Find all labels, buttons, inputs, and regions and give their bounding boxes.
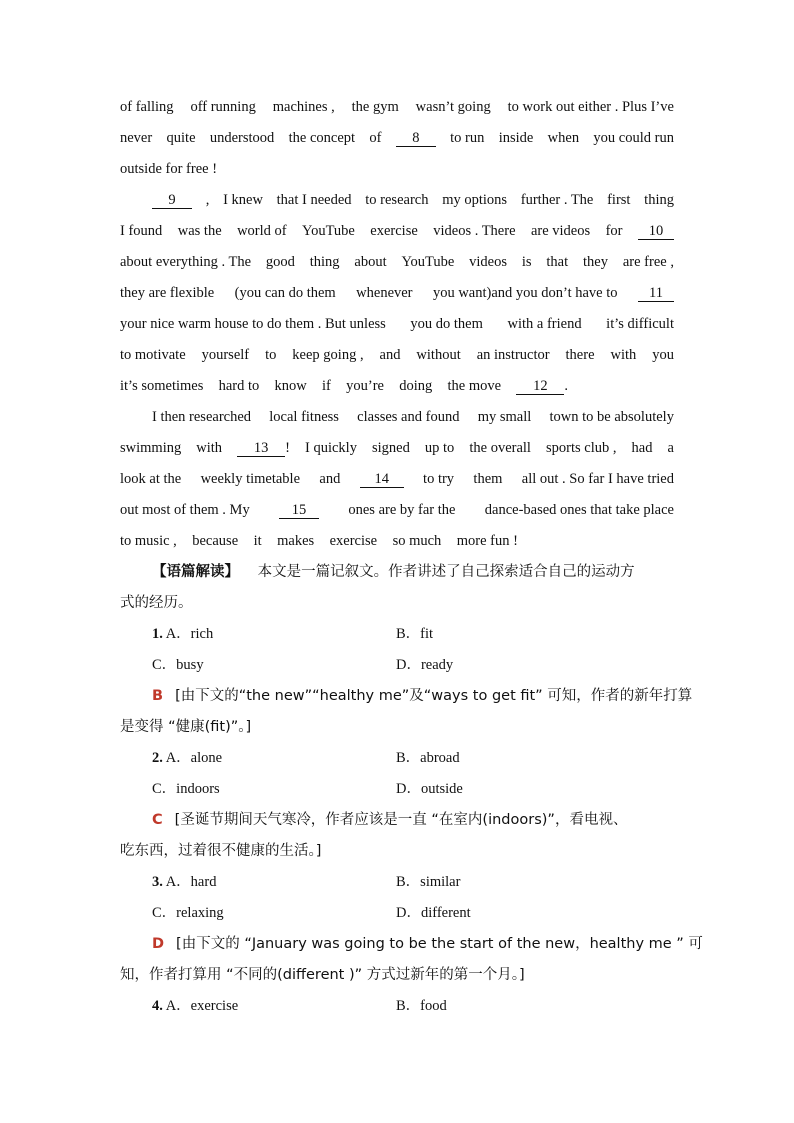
passage-word: all out . So far I have tried <box>521 471 674 487</box>
option: B．fit <box>396 626 434 642</box>
passage-word: I knew <box>223 192 263 208</box>
document-page <box>120 92 703 1022</box>
passage-word: good <box>265 254 295 270</box>
passage-word: an instructor <box>476 347 550 363</box>
analysis-text: 本文是一篇记叙文。作者讲述了自己探索适合自己的运动方 <box>257 564 635 580</box>
explanation-text: [由下文的“the new”“healthy me”及“ways to get fit” 可知，作者的新年打算 <box>175 688 693 704</box>
passage-line <box>120 433 674 464</box>
passage-word: hard to <box>218 378 260 394</box>
passage-word: if <box>322 378 331 394</box>
passage-word: with <box>610 347 637 363</box>
passage-word: of <box>369 130 382 146</box>
passage-word: ones are by far the <box>348 502 456 518</box>
passage-word: your nice warm house to do them . But unless <box>120 316 386 332</box>
passage-word: know <box>274 378 307 394</box>
passage-word: sports club , <box>546 440 617 456</box>
passage-word: them <box>473 471 503 487</box>
cloze-blank-15[interactable]: 15 <box>279 502 319 519</box>
option: D．different <box>396 905 471 921</box>
passage-word: exercise <box>329 533 378 549</box>
passage-word <box>396 123 436 154</box>
passage-word: wasn’t going <box>415 99 491 115</box>
option: A．rich <box>165 626 214 642</box>
passage-line <box>120 495 674 526</box>
question-options <box>120 991 674 1022</box>
passage-word: dance-based ones that take place <box>484 502 674 518</box>
option: C．relaxing <box>152 905 224 921</box>
passage-line <box>120 340 674 371</box>
passage-word: are videos <box>530 223 591 239</box>
passage-word: videos . There <box>433 223 516 239</box>
passage-word: I found <box>120 223 163 239</box>
explanation-text: 是变得 “健康(fit)”。] <box>120 719 252 735</box>
passage-word: the gym <box>351 99 399 115</box>
passage-word: the concept <box>288 130 356 146</box>
passage-word: out most of them . My <box>120 502 250 518</box>
passage-word: keep going , <box>292 347 364 363</box>
option: B．similar <box>396 874 461 890</box>
passage-word: was the <box>177 223 222 239</box>
passage-word: the move <box>447 378 502 394</box>
passage-word: town to be absolutely <box>549 409 674 425</box>
passage-word: local fitness <box>269 409 339 425</box>
passage-word: my options <box>442 192 508 208</box>
cloze-blank-11[interactable]: 11 <box>638 285 674 302</box>
analysis-line <box>120 588 674 619</box>
option: A．alone <box>165 750 223 766</box>
question-options <box>120 867 674 898</box>
passage-line <box>120 216 674 247</box>
passage-word: it’s difficult <box>606 316 674 332</box>
cloze-blank-12[interactable]: 12 <box>516 378 564 395</box>
passage-word: makes <box>277 533 315 549</box>
passage-word: look at the <box>120 471 182 487</box>
passage-word: up to <box>424 440 455 456</box>
passage-word: world of <box>237 223 287 239</box>
passage-word: had <box>631 440 653 456</box>
passage-word: my small <box>477 409 532 425</box>
passage-word: you’re <box>346 378 384 394</box>
passage-line <box>120 123 674 154</box>
passage-word: outside for free ! <box>120 161 218 177</box>
passage-word: are free , <box>622 254 674 270</box>
answer-explanation <box>120 681 693 712</box>
passage-word: you <box>652 347 674 363</box>
passage-word: the overall <box>469 440 531 456</box>
passage-word: so much <box>392 533 442 549</box>
passage-word: to try <box>423 471 455 487</box>
passage-line <box>120 526 518 557</box>
passage-word: because <box>192 533 239 549</box>
passage-word: to motivate <box>120 347 186 363</box>
answer-letter: D <box>152 936 165 952</box>
passage-line <box>120 309 674 340</box>
passage-word: doing <box>399 378 433 394</box>
answer-letter: B <box>152 688 164 704</box>
passage-word: to music , <box>120 533 177 549</box>
passage-word: weekly timetable <box>200 471 301 487</box>
passage-word: swimming <box>120 440 182 456</box>
question-options <box>120 650 674 681</box>
passage-word: never <box>120 130 153 146</box>
passage-word: of falling <box>120 99 174 115</box>
passage-line <box>120 92 674 123</box>
passage-word: quite <box>166 130 196 146</box>
answer-explanation <box>120 836 674 867</box>
passage-word <box>360 464 404 495</box>
passage-word: further . The <box>520 192 594 208</box>
passage-word: understood <box>209 130 275 146</box>
answer-explanation <box>120 805 674 836</box>
passage-word: first <box>607 192 631 208</box>
option: B．food <box>396 998 447 1014</box>
answer-letter: C <box>152 812 163 828</box>
question-options <box>120 898 674 929</box>
passage-line <box>120 402 674 433</box>
passage-word: it <box>253 533 262 549</box>
explanation-text: 吃东西，过着很不健康的生活。] <box>120 843 322 859</box>
passage-word: 13 ! <box>237 433 290 464</box>
option: D．outside <box>396 781 463 797</box>
passage-word: with <box>196 440 223 456</box>
passage-word: and <box>319 471 341 487</box>
passage-word: there <box>565 347 595 363</box>
passage-word: you do them <box>410 316 483 332</box>
passage-word: 12 . <box>516 371 568 402</box>
passage-word: about <box>354 254 387 270</box>
passage-word: you could run <box>593 130 674 146</box>
option: C．busy <box>152 657 204 673</box>
passage-word <box>638 216 674 247</box>
passage-word: exercise <box>370 223 418 239</box>
passage-word: I quickly <box>305 440 357 456</box>
passage-word: to <box>265 347 277 363</box>
option: B．abroad <box>396 750 460 766</box>
passage-word: classes and found <box>357 409 460 425</box>
passage-word: is <box>521 254 532 270</box>
passage-line <box>120 185 674 216</box>
cloze-blank-9[interactable]: 9 <box>152 192 192 209</box>
answer-explanation <box>120 929 703 960</box>
passage-word: to research <box>365 192 429 208</box>
explanation-text: [由下文的 “January was going to be the start of the new，healthy me ” 可 <box>176 936 703 952</box>
cloze-blank-14[interactable]: 14 <box>360 471 404 488</box>
passage-word: thing <box>644 192 674 208</box>
analysis-tag: 【语篇解读】 <box>152 564 239 580</box>
analysis-text: 式的经历。 <box>120 595 193 611</box>
passage-word: yourself <box>201 347 250 363</box>
passage-word: YouTube <box>302 223 355 239</box>
cloze-blank-10[interactable]: 10 <box>638 223 674 240</box>
question-options <box>120 619 674 650</box>
passage-word: that <box>546 254 569 270</box>
passage-word: YouTube <box>401 254 455 270</box>
passage-word: without <box>416 347 461 363</box>
passage-word: machines , <box>272 99 335 115</box>
passage-line <box>120 464 674 495</box>
passage-word: to work out either . Plus I’ve <box>507 99 674 115</box>
passage-word <box>638 278 674 309</box>
passage-word: for <box>605 223 623 239</box>
passage-word: more fun ! <box>456 533 518 549</box>
passage-word: you want)and you don’t have to <box>432 285 618 301</box>
option: D．ready <box>396 657 454 673</box>
passage-word: whenever <box>356 285 413 301</box>
passage-word: about everything . The <box>120 254 252 270</box>
passage-word: that I needed <box>276 192 352 208</box>
question-number: 1. <box>152 626 163 642</box>
cloze-blank-13[interactable]: 13 <box>237 440 285 457</box>
passage-word: and <box>379 347 401 363</box>
question-options <box>120 743 674 774</box>
passage-word: (you can do them <box>234 285 336 301</box>
passage-word: off running <box>190 99 256 115</box>
cloze-blank-8[interactable]: 8 <box>396 130 436 147</box>
option: C．indoors <box>152 781 220 797</box>
passage-word: when <box>547 130 580 146</box>
analysis-line <box>120 557 674 588</box>
passage-word <box>152 185 192 216</box>
passage-word: they are flexible <box>120 285 215 301</box>
passage-word: videos <box>469 254 508 270</box>
passage-line <box>120 154 674 185</box>
question-options <box>120 774 674 805</box>
option: A．hard <box>165 874 217 890</box>
question-number: 3. <box>152 874 163 890</box>
explanation-text: 知，作者打算用 “不同的(different )” 方式过新年的第一个月。] <box>120 967 525 983</box>
question-number: 2. <box>152 750 163 766</box>
passage-word: it’s sometimes <box>120 378 204 394</box>
passage-word: thing <box>309 254 340 270</box>
option: A．exercise <box>165 998 239 1014</box>
passage-word <box>279 495 319 526</box>
answer-explanation <box>120 960 674 991</box>
passage-word: I then researched <box>152 409 252 425</box>
explanation-text: [圣诞节期间天气寒冷，作者应该是一直 “在室内(indoors)”，看电视、 <box>174 812 628 828</box>
passage-word: they <box>583 254 608 270</box>
passage-word: with a friend <box>507 316 582 332</box>
passage-line <box>120 247 674 278</box>
answer-explanation <box>120 712 674 743</box>
passage-word: a <box>667 440 674 456</box>
passage-line <box>120 278 674 309</box>
passage-word: , <box>205 192 210 208</box>
passage-word: signed <box>372 440 410 456</box>
passage-line <box>120 371 568 402</box>
question-number: 4. <box>152 998 163 1014</box>
passage-word: inside <box>498 130 534 146</box>
passage-word: to run <box>450 130 485 146</box>
